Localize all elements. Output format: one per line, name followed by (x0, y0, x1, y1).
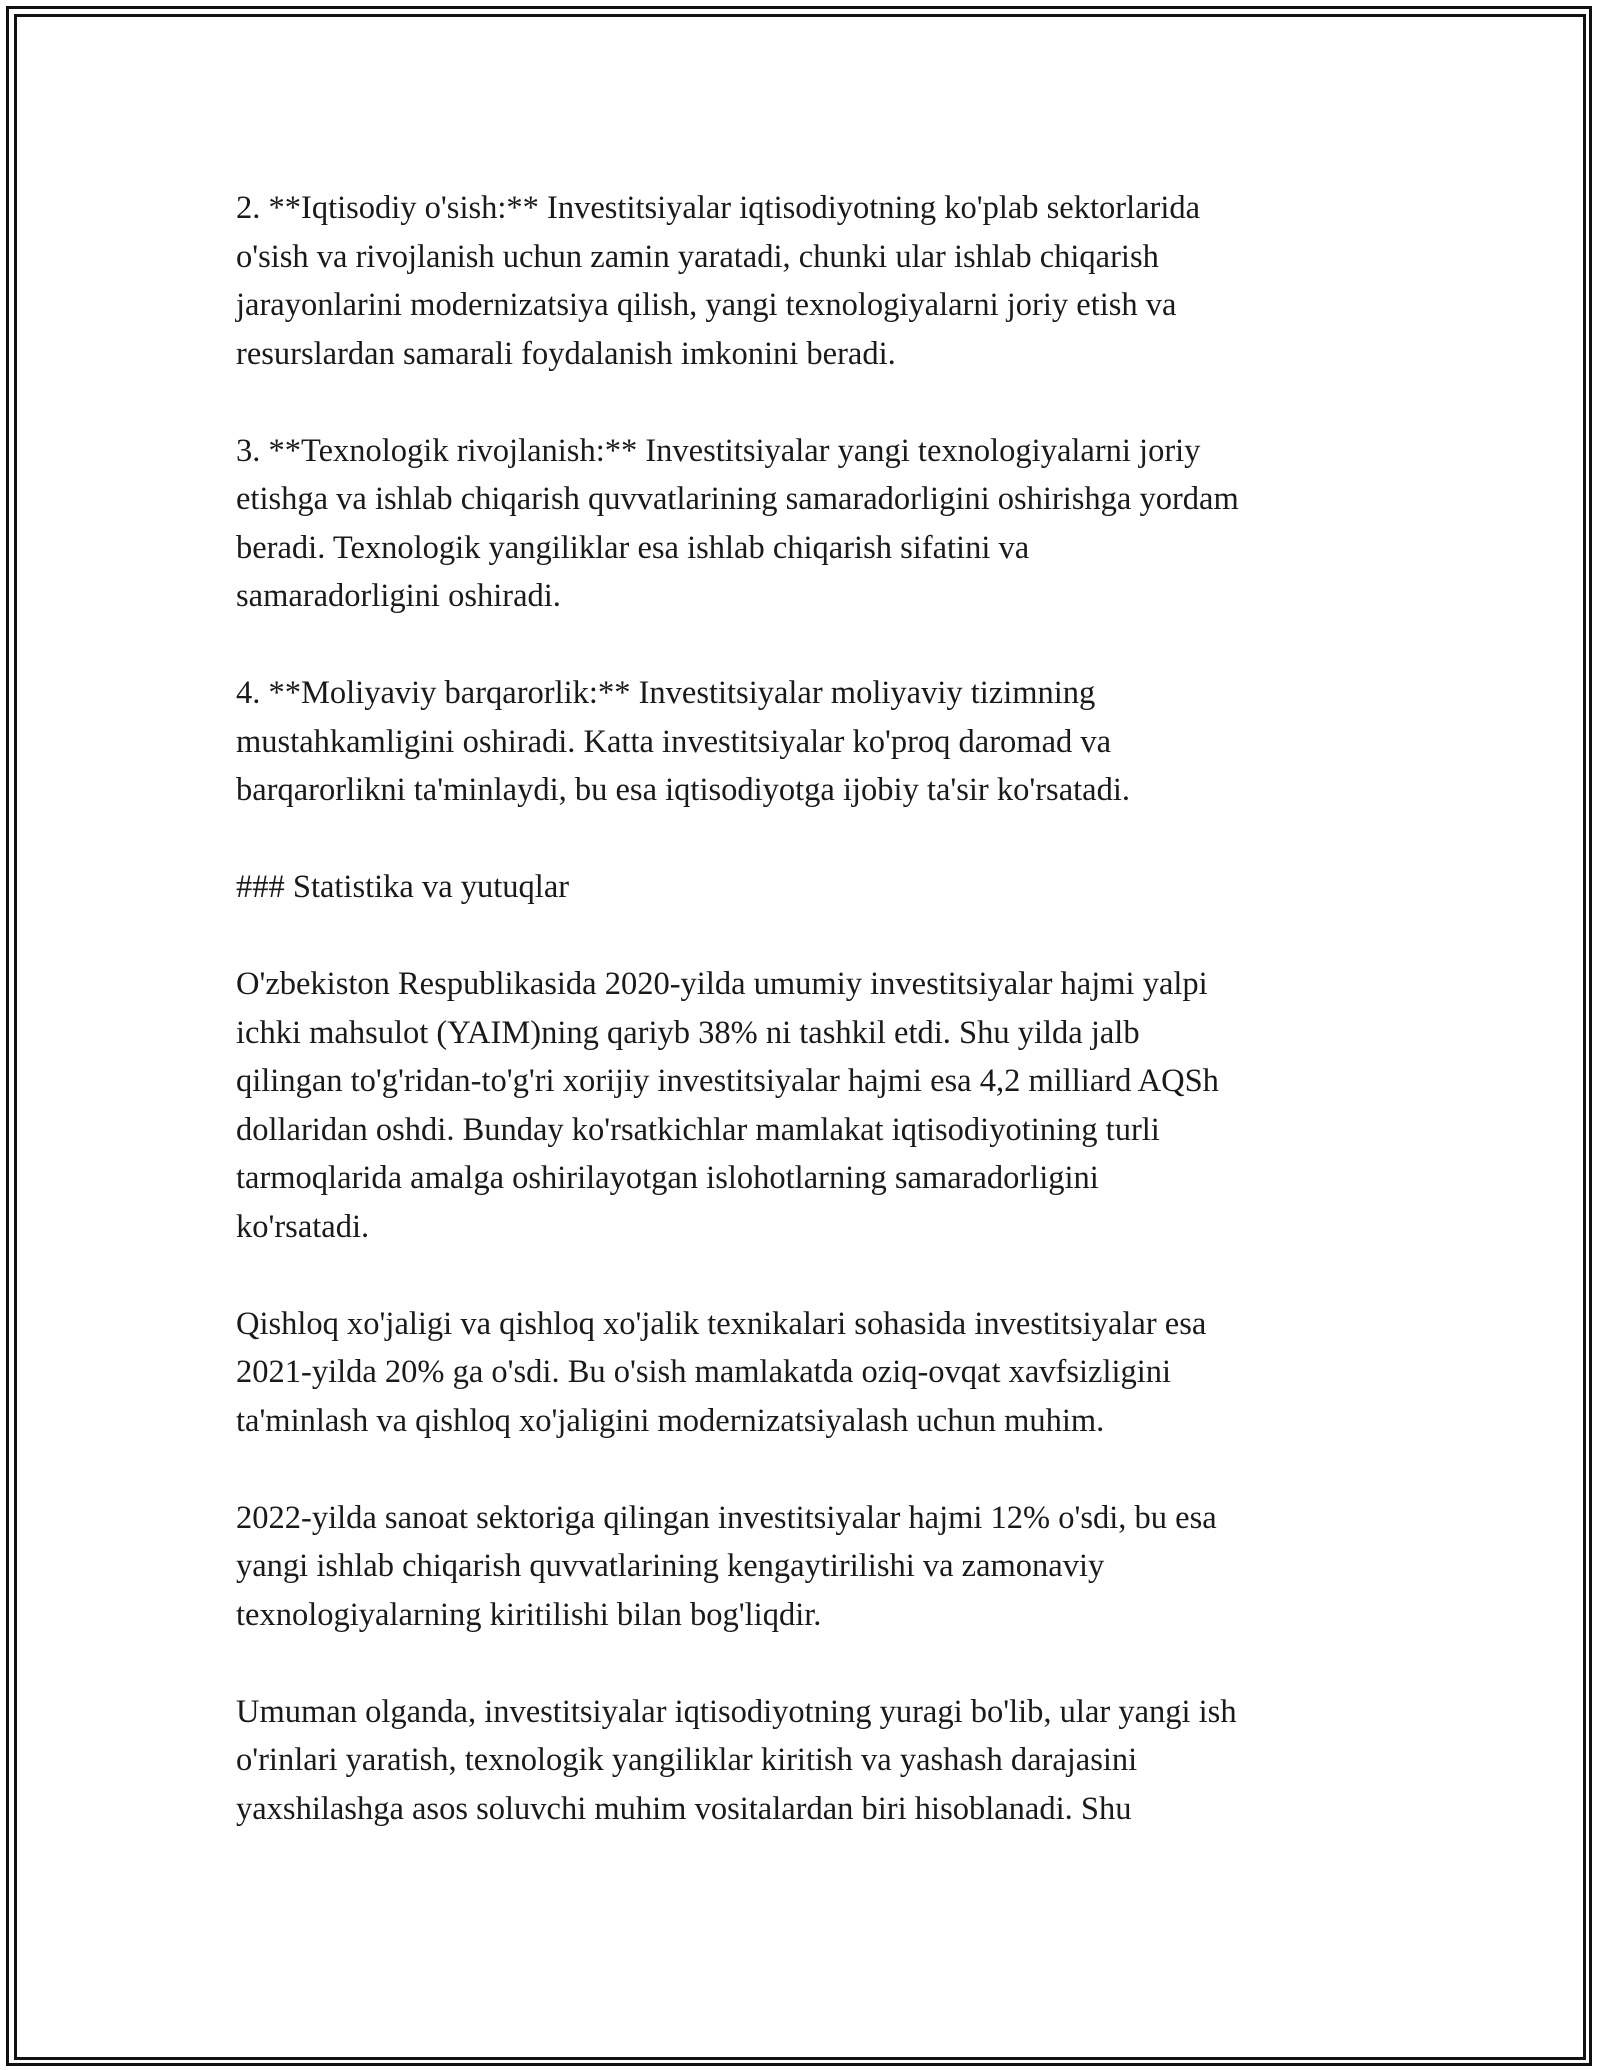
paragraph-investment-volume-2020: O'zbekiston Respublikasida 2020-yilda umumiy investitsiyalar hajmi yalpi ichki mahsulot (YAIM)ning qariyb 38% ni tashkil etdi. Shu yilda jalb qilingan to'g'ridan-to'g'ri xorijiy investitsiyalar hajmi esa 4,2 milliard AQSh dollaridan oshdi. Bunday ko'rsatkichlar mamlakat iqtisodiyotining turli tarmoqlarida amalga oshirilayotgan islohotlarning samaradorligini ko'rsatadi. (236, 966, 1219, 1245)
paragraph-financial-stability: 4. **Moliyaviy barqarorlik:** Investitsiyalar moliyaviy tizimning mustahkamligini oshiradi. Katta investitsiyalar ko'proq daromad va barqarorlikni ta'minlaydi, bu esa iqtisodiyotga ijobiy ta'sir ko'rsatadi. (236, 675, 1130, 808)
paragraph-conclusion: Umuman olganda, investitsiyalar iqtisodiyotning yuragi bo'lib, ular yangi ish o'rinlari yaratish, texnologik yangiliklar kiritish va yashash darajasini yaxshilashga asos soluvchi muhim vositalardan biri hisoblanadi. Shu (236, 1693, 1237, 1827)
paragraph-industry-2022: 2022-yilda sanoat sektoriga qilingan investitsiyalar hajmi 12% o'sdi, bu esa yangi ishlab chiqarish quvvatlarining kengaytirilishi va zamonaviy texnologiyalarning kiritilishi bilan bog'liqdir. (236, 1499, 1217, 1633)
section-heading-statistics: ### Statistika va yutuqlar (236, 869, 570, 905)
document-body (236, 184, 1396, 1833)
paragraph-technological-development: 3. **Texnologik rivojlanish:** Investitsiyalar yangi texnologiyalarni joriy etishga va ishlab chiqarish quvvatlarining samaradorligini oshirishga yordam beradi. Texnologik yangiliklar esa ishlab chiqarish sifatini va samaradorligini oshiradi. (236, 432, 1239, 614)
paragraph-agriculture-2021: Qishloq xo'jaligi va qishloq xo'jalik texnikalari sohasida investitsiyalar esa 2021-yilda 20% ga o'sdi. Bu o'sish mamlakatda oziq-ovqat xavfsizligini ta'minlash va qishloq xo'jaligini modernizatsiyalash uchun muhim. (236, 1305, 1207, 1439)
paragraph-economic-growth: 2. **Iqtisodiy o'sish:** Investitsiyalar iqtisodiyotning ko'plab sektorlarida o'sish va rivojlanish uchun zamin yaratadi, chunki ular ishlab chiqarish jarayonlarini modernizatsiya qilish, yangi texnologiyalarni joriy etish va resurslardan samarali foydalanish imkonini beradi. (236, 190, 1201, 372)
